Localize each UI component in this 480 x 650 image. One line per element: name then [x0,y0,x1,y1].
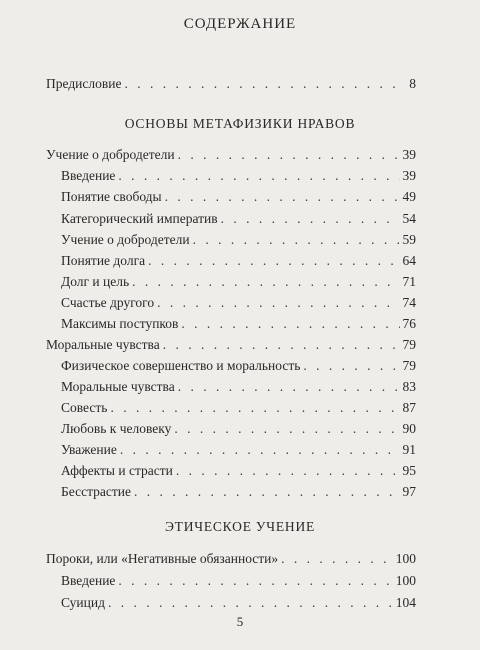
toc-leader-dots [148,252,399,270]
toc-leader-dots [178,378,400,396]
toc-leader-dots [157,294,399,312]
page-title: СОДЕРЖАНИЕ [183,16,297,32]
toc-entry-page: 87 [402,400,416,415]
toc-entry-title: Любовь к человеку [61,421,172,436]
toc-leader-dots [176,462,400,480]
toc-entry-page: 100 [395,573,416,588]
toc-entry-title: Моральные чувства [46,337,160,352]
toc-leader-dots [163,336,400,354]
toc-leader-dots [118,167,399,185]
toc-entry [61,357,416,375]
toc-entry [61,462,416,480]
toc-entry-title: Бесстрастие [61,484,131,499]
toc-entry-title: Предисловие [46,76,122,91]
toc-entry-page: 90 [402,421,416,436]
toc-entry [61,273,416,291]
toc-entry-page: 74 [402,295,416,310]
toc-entry [61,594,416,612]
toc-entry-page: 64 [402,253,416,268]
section-heading: ОСНОВЫ МЕТАФИЗИКИ НРАВОВ [124,116,356,131]
toc-entry-title: Моральные чувства [61,379,175,394]
toc-entry-page: 79 [402,358,416,373]
toc-entry-title: Введение [61,168,116,183]
toc-entry [46,550,416,568]
toc-entry-page: 39 [402,168,416,183]
toc-entry-title: Уважение [61,442,117,457]
toc-entry [61,378,416,396]
toc-entry-page: 8 [409,76,416,91]
toc-leader-dots [108,594,393,612]
toc-leader-dots [120,441,400,459]
toc-entry [61,483,416,501]
section-heading: ЭТИЧЕСКОЕ УЧЕНИЕ [164,519,316,534]
toc-entry-title: Максимы поступков [61,316,179,331]
toc-leader-dots [174,420,399,438]
toc-entry-title: Понятие долга [61,253,146,268]
toc-entry-page: 97 [402,484,416,499]
toc-leader-dots [165,188,400,206]
toc-leader-dots [132,273,399,291]
toc-entry-page: 91 [402,442,416,457]
toc-entry-title: Учение о добродетели [46,147,175,162]
toc-entry-title: Введение [61,573,116,588]
toc-entry-page: 39 [402,147,416,162]
toc-entry [61,231,416,249]
toc-leader-dots [181,315,399,333]
toc-entry [61,315,416,333]
page-number: 5 [236,614,244,629]
toc-entry-title: Долг и цель [61,274,130,289]
toc-leader-dots [281,550,393,568]
toc-entry-preface [46,75,416,93]
toc-leader-dots [134,483,400,501]
toc-entry-title: Категорический императив [61,211,218,226]
toc-entry-title: Счастье другого [61,295,155,310]
toc-entry [61,252,416,270]
toc-leader-dots [221,210,400,228]
toc-entry [46,146,416,164]
toc-entry [61,294,416,312]
toc-entry-page: 54 [402,211,416,226]
toc-entry [61,441,416,459]
toc-entry-page: 49 [402,189,416,204]
toc-entry-page: 100 [395,551,416,566]
toc-entry-title: Учение о добродетели [61,232,190,247]
toc-entry [61,188,416,206]
toc-leader-dots [303,357,399,375]
toc-entry-title: Совесть [61,400,108,415]
toc-leader-dots [178,146,400,164]
toc-leader-dots [193,231,400,249]
toc-leader-dots [124,75,406,93]
toc-leader-dots [118,572,392,590]
toc-entry-page: 76 [402,316,416,331]
toc-entry [61,210,416,228]
toc-entry-page: 71 [402,274,416,289]
toc-entry [61,167,416,185]
toc-entry-page: 83 [402,379,416,394]
toc-entry-title: Аффекты и страсти [61,463,173,478]
toc-entry-title: Понятие свободы [61,189,162,204]
toc-entry-title: Суицид [61,595,105,610]
toc-entry-page: 79 [402,337,416,352]
toc-entry-page: 59 [402,232,416,247]
toc-entry [61,572,416,590]
toc-entry [61,399,416,417]
toc-entry [46,336,416,354]
toc-leader-dots [110,399,399,417]
toc-entry-page: 104 [395,595,416,610]
toc-entry-page: 95 [402,463,416,478]
toc-entry-title: Физическое совершенство и моральность [61,358,301,373]
toc-entry [61,420,416,438]
toc-entry-title: Пороки, или «Негативные обязанности» [46,551,279,566]
